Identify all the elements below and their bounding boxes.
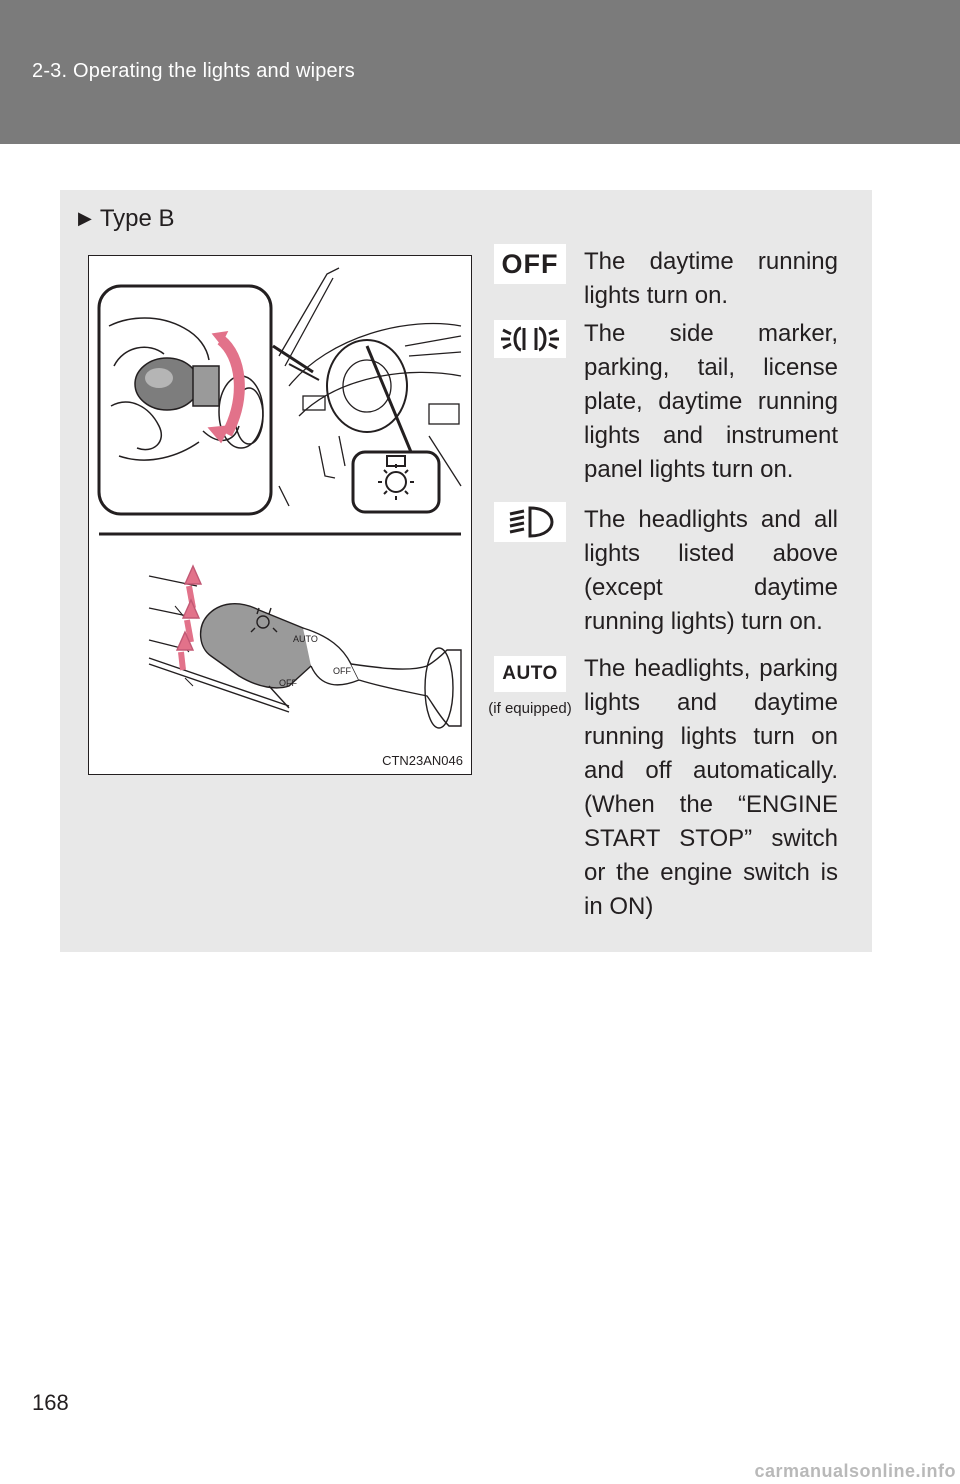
hand-on-switch-drawing [99, 286, 271, 514]
auto-mode-description: The headlights, parking lights and daytime running lights turn on and off automatically. (When the “ENGINE START STOP” switch or the engine switch is in ON) [584, 655, 838, 920]
page-header [0, 0, 960, 144]
figure-code: CTN23AN046 [382, 753, 463, 768]
dashboard-drawing [273, 268, 461, 512]
auto-text-icon [494, 656, 566, 692]
switch-illustration-drawing [89, 256, 471, 774]
auto-icon-text: AUTO [502, 663, 558, 684]
off-mode-description: The daytime running lights turn on. [584, 248, 838, 309]
off-icon-text: OFF [501, 248, 559, 279]
headlight-icon [494, 502, 566, 542]
svg-text:OFF: OFF [333, 666, 351, 676]
switch-illustration [88, 255, 472, 775]
headlights-mode-description: The headlights and all lights listed above (except daytime running lights) turn on. [584, 506, 838, 635]
svg-text:AUTO: AUTO [293, 634, 318, 644]
type-heading-text: Type B [99, 205, 175, 232]
if-equipped-note: (if equipped) [488, 700, 572, 717]
svg-text:OFF: OFF [279, 678, 297, 688]
section-title: 2-3. Operating the lights and wipers [32, 60, 355, 82]
site-watermark: carmanualsonline.info [754, 1461, 956, 1481]
parking-lights-icon [494, 320, 566, 358]
switch-stalk-drawing [149, 566, 461, 728]
type-heading [78, 205, 175, 233]
parking-lights-mode-description: The side marker, parking, tail, license plate, daytime running lights and instrument panel lights turn on. [584, 320, 838, 483]
page-number: 168 [32, 1390, 69, 1415]
right-triangle-icon: ▶ [78, 208, 92, 228]
off-text-icon [494, 244, 566, 284]
